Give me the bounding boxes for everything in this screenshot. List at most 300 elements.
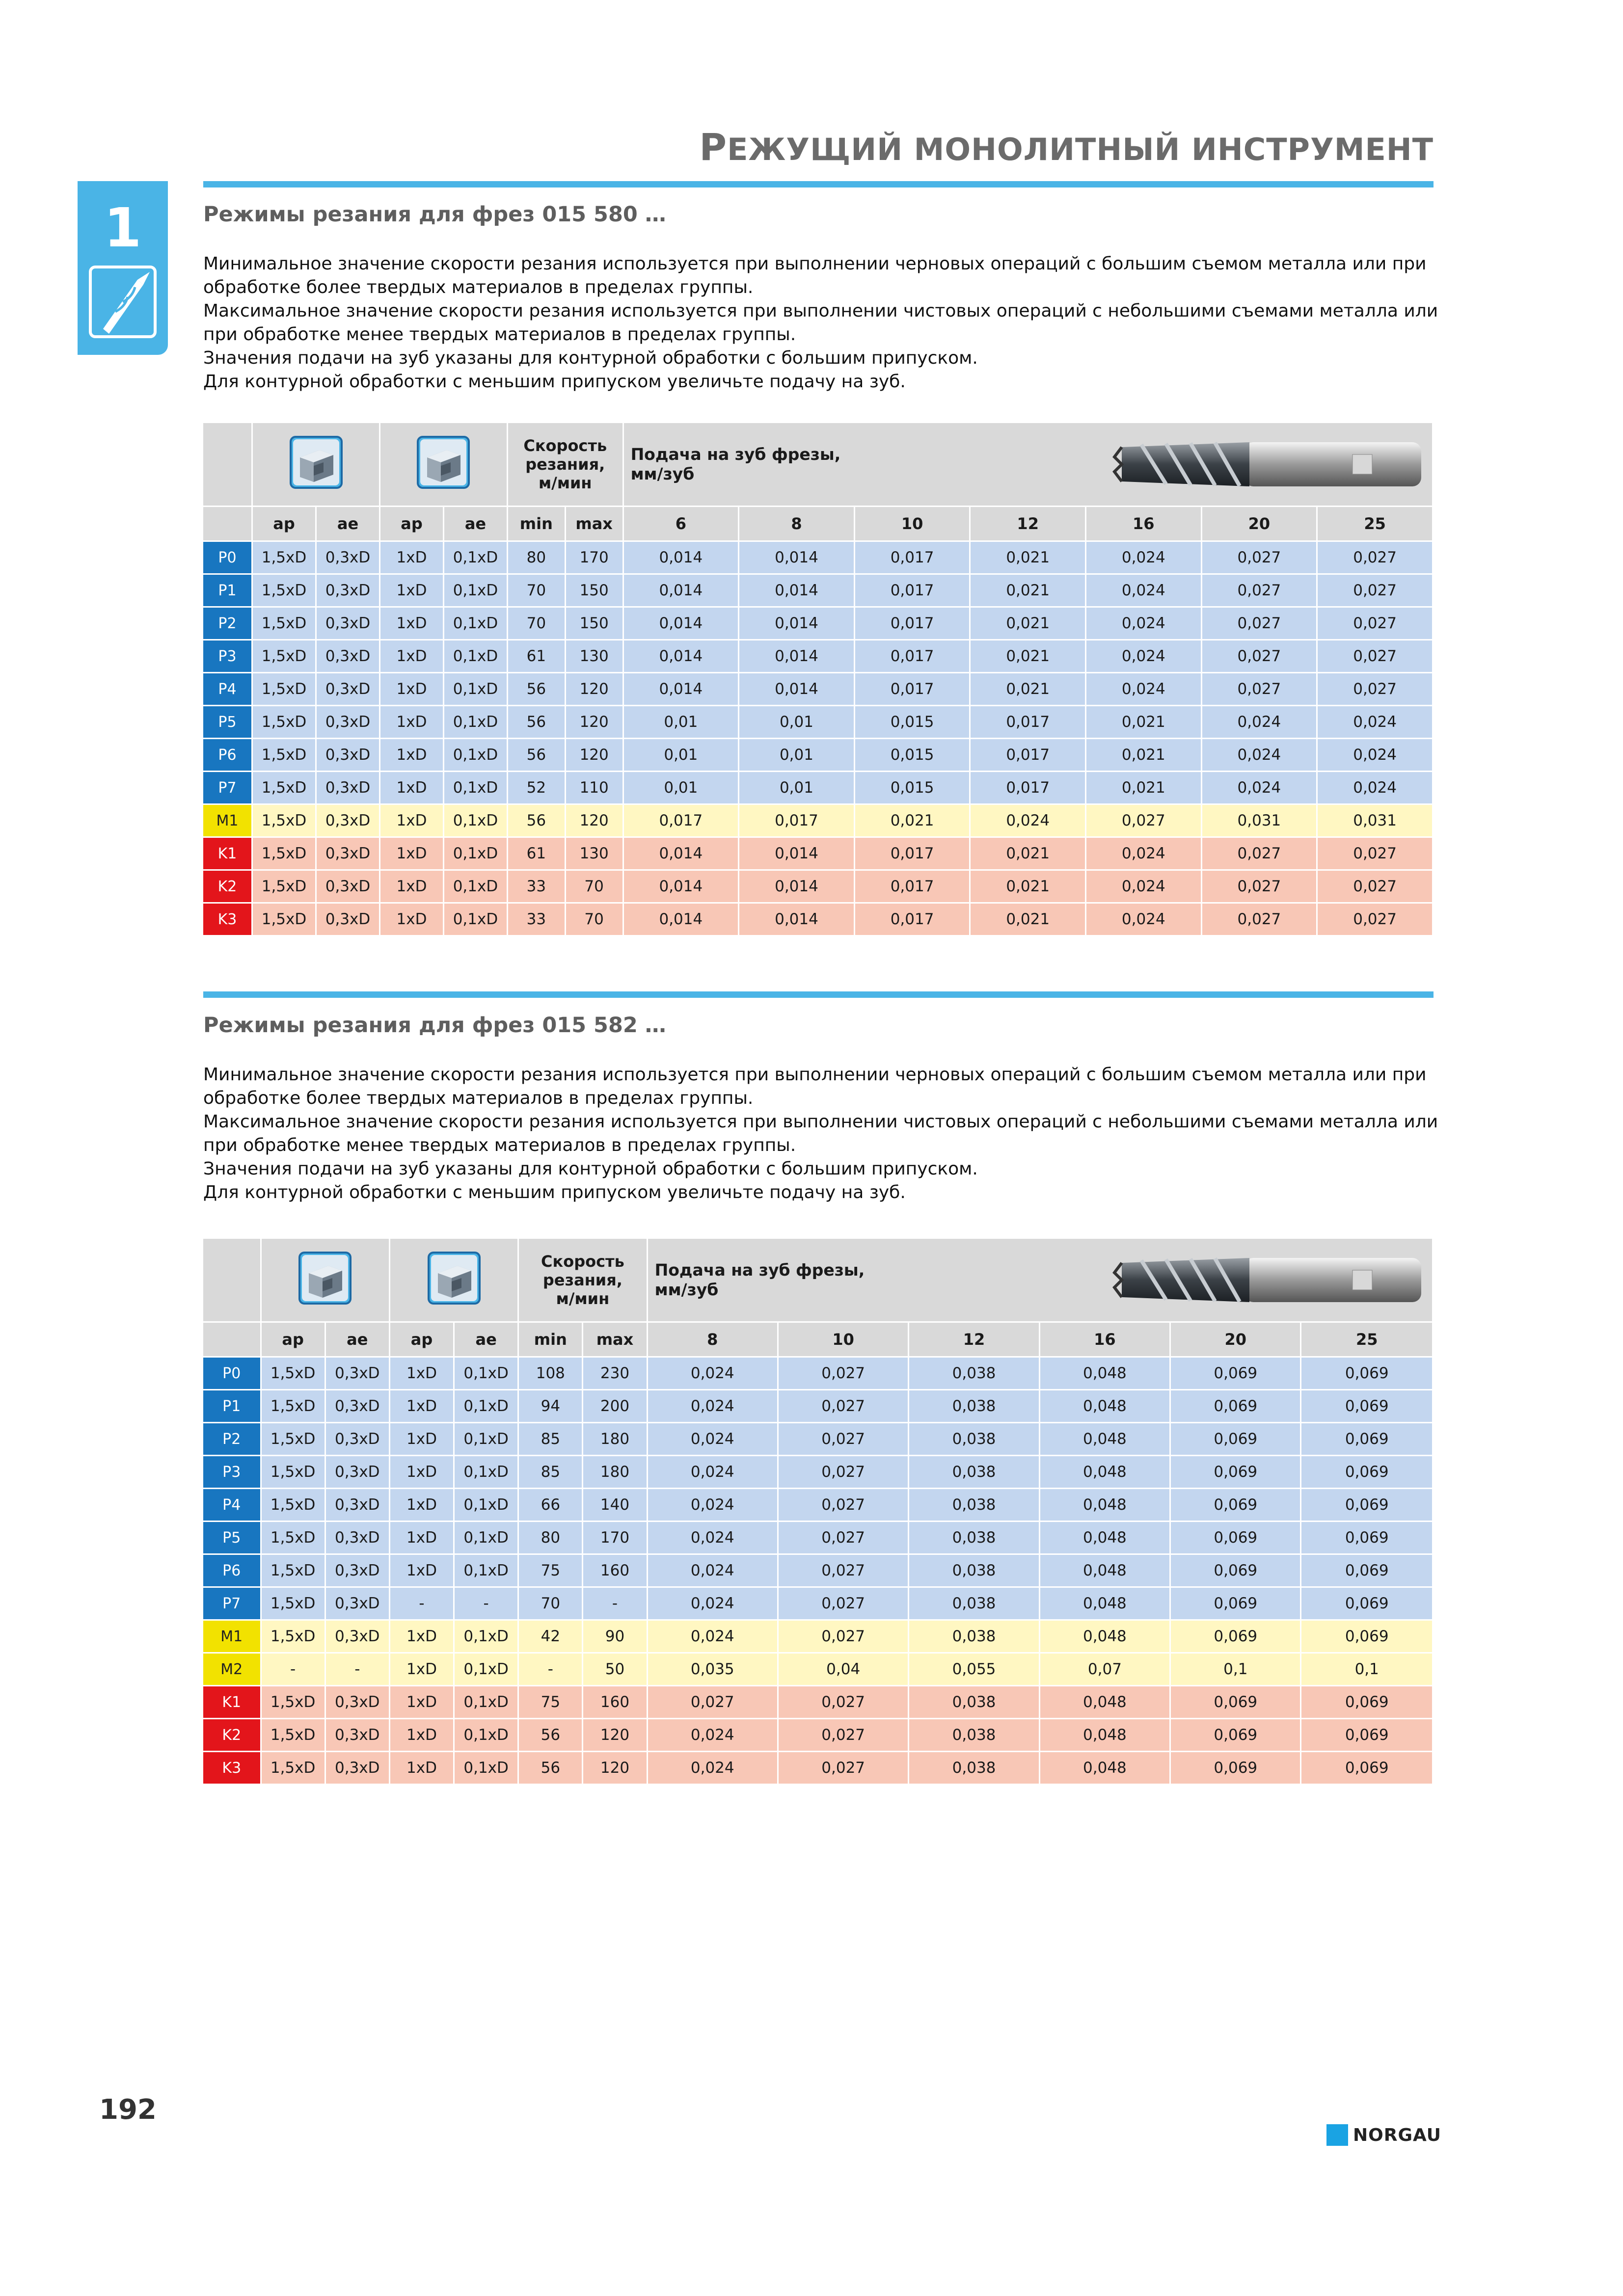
table-cell: 0,069 — [1170, 1357, 1301, 1390]
section-title: Режимы резания для фрез 015 580 … — [203, 202, 666, 227]
material-group-label: P3 — [203, 640, 252, 673]
table-cell: 70 — [507, 574, 565, 607]
material-group-label: P2 — [203, 1423, 261, 1456]
column-header: 8 — [647, 1322, 778, 1357]
table-cell: 0,069 — [1170, 1456, 1301, 1489]
table-cell: 1xD — [379, 574, 443, 607]
table-cell: 1xD — [379, 804, 443, 837]
table-cell: 0,1xD — [443, 739, 507, 772]
header-corner — [203, 1239, 261, 1322]
table-cell: 0,017 — [854, 640, 970, 673]
table-cell: 0,3xD — [316, 706, 380, 739]
speed-header-line: Скорость — [541, 1252, 624, 1271]
column-header: 10 — [854, 507, 970, 541]
table-cell: 0,048 — [1039, 1489, 1170, 1522]
table-cell: 1,5xD — [252, 673, 316, 706]
table-cell: 0,069 — [1301, 1489, 1433, 1522]
material-group-label: M2 — [203, 1653, 261, 1686]
table-cell: 0,1xD — [454, 1719, 518, 1752]
table-cell: 0,1xD — [443, 837, 507, 870]
table-row — [203, 673, 1433, 706]
table-cell: 0,027 — [778, 1489, 908, 1522]
page-number: 192 — [99, 2094, 157, 2126]
table-cell: 0,038 — [909, 1686, 1039, 1719]
column-header: ae — [316, 507, 380, 541]
table-cell: 0,1xD — [443, 673, 507, 706]
table-cell: 0,01 — [739, 706, 855, 739]
table-cell: 1,5xD — [252, 739, 316, 772]
section-rule — [203, 991, 1434, 998]
table-row — [203, 772, 1433, 804]
column-header: ap — [261, 1322, 325, 1357]
column-header: 20 — [1170, 1322, 1301, 1357]
table-cell: 1,5xD — [261, 1620, 325, 1653]
table-cell: 1,5xD — [252, 870, 316, 903]
table-cell: 0,027 — [778, 1554, 908, 1587]
table-cell: 120 — [583, 1752, 647, 1785]
table-cell: 0,024 — [647, 1357, 778, 1390]
table-cell: 0,027 — [778, 1522, 908, 1554]
table-cell: 0,1xD — [454, 1357, 518, 1390]
feed-header — [647, 1239, 1433, 1322]
table-cell: 70 — [518, 1587, 583, 1620]
table-cell: 0,069 — [1301, 1522, 1433, 1554]
table-cell: 0,014 — [739, 837, 855, 870]
material-group-label: P5 — [203, 706, 252, 739]
table-cell: 0,014 — [623, 541, 739, 574]
speed-header-line: резания, — [525, 455, 605, 474]
table-cell: 0,024 — [1086, 870, 1202, 903]
table-cell: 1,5xD — [252, 804, 316, 837]
table-cell: 0,027 — [1201, 607, 1317, 640]
table-cell: 0,048 — [1039, 1357, 1170, 1390]
table-cell: 1xD — [389, 1522, 454, 1554]
chapter-number: 1 — [104, 196, 142, 259]
table-cell: 0,014 — [623, 903, 739, 936]
table-cell: 110 — [565, 772, 623, 804]
table-cell: 0,069 — [1301, 1587, 1433, 1620]
material-group-label: P0 — [203, 541, 252, 574]
table-cell: 0,027 — [778, 1620, 908, 1653]
table-cell: 0,021 — [1086, 706, 1202, 739]
table-cell: 0,048 — [1039, 1620, 1170, 1653]
speed-header-line: Скорость — [523, 436, 607, 455]
table-row — [203, 739, 1433, 772]
feed-header-line: Подача на зуб фрезы, — [654, 1260, 865, 1280]
table-cell: 0,024 — [647, 1390, 778, 1423]
table-cell: 0,017 — [854, 607, 970, 640]
table-cell: 0,027 — [1317, 903, 1433, 936]
table-cell: 0,014 — [623, 607, 739, 640]
table-cell: 0,069 — [1301, 1686, 1433, 1719]
table-cell: 1xD — [379, 541, 443, 574]
table-row — [203, 1390, 1433, 1423]
description-line: Для контурной обработки с меньшим припуском увеличьте подачу на зуб. — [203, 372, 906, 392]
table-row — [203, 706, 1433, 739]
table-cell: 0,069 — [1301, 1456, 1433, 1489]
table-cell: 0,027 — [1201, 640, 1317, 673]
description-line: Минимальное значение скорости резания используется при выполнении черновых операций с большим съемом металла или при — [203, 1065, 1427, 1085]
table-cell: 1,5xD — [261, 1489, 325, 1522]
table-cell: 0,027 — [1201, 903, 1317, 936]
table-cell: 0,017 — [970, 706, 1086, 739]
table-cell: 120 — [565, 804, 623, 837]
table-cell: 0,07 — [1039, 1653, 1170, 1686]
table-cell: 52 — [507, 772, 565, 804]
column-header: ae — [325, 1322, 389, 1357]
table-cell: 0,021 — [970, 541, 1086, 574]
table-cell: 0,3xD — [316, 673, 380, 706]
table-cell: 0,031 — [1317, 804, 1433, 837]
table-cell: 0,1xD — [443, 870, 507, 903]
table-cell: 0,038 — [909, 1390, 1039, 1423]
table-cell: 0,1xD — [443, 541, 507, 574]
table-cell: 0,1xD — [454, 1522, 518, 1554]
table-row — [203, 1489, 1433, 1522]
column-header: ae — [443, 507, 507, 541]
drill-icon — [88, 265, 157, 339]
table-cell: 56 — [507, 804, 565, 837]
table-cell: 1xD — [379, 837, 443, 870]
table-cell: 0,069 — [1301, 1357, 1433, 1390]
material-group-label: P4 — [203, 1489, 261, 1522]
description-line: Минимальное значение скорости резания используется при выполнении черновых операций с большим съемом металла или при — [203, 254, 1427, 274]
table-row — [203, 1686, 1433, 1719]
end-mill-icon — [1112, 427, 1426, 501]
table-cell: 1,5xD — [252, 607, 316, 640]
table-cell: 0,3xD — [325, 1752, 389, 1785]
table-cell: 0,1xD — [454, 1423, 518, 1456]
table-cell: 1xD — [379, 903, 443, 936]
table-cell: 200 — [583, 1390, 647, 1423]
table-cell: 0,024 — [1086, 903, 1202, 936]
table-cell: 0,014 — [739, 640, 855, 673]
cutting-table-015-582 — [203, 1239, 1434, 1785]
description-line: Максимальное значение скорости резания используется при выполнении чистовых операций с небольшими съемами металла или — [203, 301, 1438, 321]
table-cell: 0,024 — [647, 1587, 778, 1620]
table-cell: 120 — [565, 673, 623, 706]
table-cell: 1xD — [389, 1489, 454, 1522]
table-cell: 33 — [507, 903, 565, 936]
table-cell: 0,017 — [854, 903, 970, 936]
finishing-header — [389, 1239, 518, 1322]
table-cell: 0,027 — [1201, 837, 1317, 870]
description-line: Значения подачи на зуб указаны для контурной обработки с большим припуском. — [203, 1159, 978, 1179]
table-cell: 1xD — [389, 1686, 454, 1719]
material-group-label: P7 — [203, 772, 252, 804]
table-cell: 0,014 — [739, 903, 855, 936]
table-cell: 0,027 — [1201, 673, 1317, 706]
table-cell: 1xD — [379, 673, 443, 706]
table-cell: 0,3xD — [316, 607, 380, 640]
column-header: 10 — [778, 1322, 908, 1357]
table-cell: 1,5xD — [252, 772, 316, 804]
description-line: Максимальное значение скорости резания используется при выполнении чистовых операций с небольшими съемами металла или — [203, 1112, 1438, 1132]
table-cell: 0,038 — [909, 1719, 1039, 1752]
table-cell: 0,1 — [1170, 1653, 1301, 1686]
table-cell: 0,3xD — [325, 1522, 389, 1554]
table-cell: 0,027 — [1317, 837, 1433, 870]
table-cell: 1,5xD — [252, 903, 316, 936]
table-cell: 50 — [583, 1653, 647, 1686]
table-cell: 0,038 — [909, 1587, 1039, 1620]
table-cell: 0,069 — [1170, 1686, 1301, 1719]
table-cell: 0,069 — [1301, 1390, 1433, 1423]
table-cell: 0,017 — [854, 673, 970, 706]
table-cell: 1xD — [379, 640, 443, 673]
table-cell: 0,024 — [647, 1620, 778, 1653]
table-cell: 0,069 — [1301, 1719, 1433, 1752]
description-line: обработке более твердых материалов в пределах группы. — [203, 277, 754, 297]
column-header: ap — [389, 1322, 454, 1357]
table-cell: 0,048 — [1039, 1423, 1170, 1456]
material-group-label: P0 — [203, 1357, 261, 1390]
table-row — [203, 1522, 1433, 1554]
table-cell: 0,048 — [1039, 1587, 1170, 1620]
table-cell: 160 — [583, 1554, 647, 1587]
table-cell: 0,069 — [1301, 1752, 1433, 1785]
header-group-cell — [203, 507, 252, 541]
table-cell: 0,3xD — [316, 640, 380, 673]
material-group-label: P6 — [203, 1554, 261, 1587]
table-cell: 66 — [518, 1489, 583, 1522]
table-cell: 0,1xD — [454, 1752, 518, 1785]
table-cell: 0,069 — [1170, 1752, 1301, 1785]
table-cell: 1,5xD — [261, 1587, 325, 1620]
table-cell: 0,015 — [854, 772, 970, 804]
table-cell: 0,027 — [1317, 574, 1433, 607]
table-cell: 0,3xD — [316, 903, 380, 936]
table-cell: 56 — [507, 673, 565, 706]
table-cell: 0,014 — [739, 541, 855, 574]
table-cell: 0,027 — [1086, 804, 1202, 837]
table-row — [203, 903, 1433, 936]
table-cell: 150 — [565, 574, 623, 607]
material-group-label: P1 — [203, 1390, 261, 1423]
feed-header — [623, 423, 1433, 507]
table-cell: 0,024 — [970, 804, 1086, 837]
table-cell: 1xD — [379, 772, 443, 804]
column-header: 25 — [1317, 507, 1433, 541]
table-cell: 0,3xD — [325, 1686, 389, 1719]
table-cell: 0,024 — [647, 1522, 778, 1554]
table-cell: 230 — [583, 1357, 647, 1390]
table-cell: 0,014 — [623, 574, 739, 607]
table-cell: 0,038 — [909, 1423, 1039, 1456]
table-cell: 0,3xD — [316, 772, 380, 804]
table-header-row — [203, 1239, 1433, 1322]
cutting-speed-header — [507, 423, 623, 507]
material-group-label: P4 — [203, 673, 252, 706]
table-cell: 0,048 — [1039, 1522, 1170, 1554]
table-cell: 80 — [518, 1522, 583, 1554]
table-cell: 0,069 — [1170, 1554, 1301, 1587]
table-cell: 0,1xD — [454, 1390, 518, 1423]
table-cell: 0,014 — [623, 640, 739, 673]
table-cell: 0,021 — [970, 607, 1086, 640]
table-cell: 0,014 — [739, 607, 855, 640]
section-description — [203, 252, 1438, 394]
table-cell: 0,017 — [970, 772, 1086, 804]
table-cell: 0,1xD — [443, 574, 507, 607]
table-cell: 0,024 — [1201, 706, 1317, 739]
material-group-label: M1 — [203, 804, 252, 837]
table-cell: 180 — [583, 1456, 647, 1489]
table-row — [203, 1653, 1433, 1686]
table-cell: 0,3xD — [316, 870, 380, 903]
table-cell: 0,027 — [647, 1686, 778, 1719]
table-cell: 120 — [565, 739, 623, 772]
roughing-operation-icon — [298, 1251, 352, 1305]
column-header: 8 — [739, 507, 855, 541]
brand-name: NORGAU — [1353, 2125, 1441, 2145]
table-cell: 0,027 — [778, 1719, 908, 1752]
table-cell: 0,024 — [647, 1554, 778, 1587]
table-cell: 0,027 — [1317, 541, 1433, 574]
table-cell: 0,024 — [1086, 673, 1202, 706]
cutting-speed-header — [518, 1239, 647, 1322]
table-cell: 170 — [583, 1522, 647, 1554]
table-row — [203, 1423, 1433, 1456]
table-cell: 1xD — [389, 1357, 454, 1390]
table-cell: 1xD — [389, 1620, 454, 1653]
table-cell: 0,038 — [909, 1752, 1039, 1785]
table-cell: 70 — [507, 607, 565, 640]
table-cell: 108 — [518, 1357, 583, 1390]
table-cell: 0,021 — [970, 640, 1086, 673]
table-cell: 0,055 — [909, 1653, 1039, 1686]
table-cell: 33 — [507, 870, 565, 903]
table-cell: - — [454, 1587, 518, 1620]
table-row — [203, 1752, 1433, 1785]
table-cell: 1,5xD — [252, 541, 316, 574]
table-cell: 0,027 — [778, 1587, 908, 1620]
roughing-operation-icon — [289, 435, 343, 489]
table-cell: 0,1xD — [454, 1653, 518, 1686]
table-cell: 0,024 — [647, 1423, 778, 1456]
table-cell: 1xD — [389, 1653, 454, 1686]
column-header: min — [507, 507, 565, 541]
table-row — [203, 1719, 1433, 1752]
page-header-title — [699, 125, 1434, 169]
table-cell: 0,01 — [623, 739, 739, 772]
material-group-label: K2 — [203, 1719, 261, 1752]
speed-header-line: м/мин — [556, 1289, 610, 1308]
table-cell: 0,1xD — [454, 1620, 518, 1653]
material-group-label: P3 — [203, 1456, 261, 1489]
description-line: обработке более твердых материалов в пределах группы. — [203, 1088, 754, 1108]
table-row — [203, 837, 1433, 870]
table-cell: 0,1xD — [443, 640, 507, 673]
table-cell: 1xD — [389, 1456, 454, 1489]
description-line: при обработке менее твердых материалов в пределах группы. — [203, 1135, 796, 1155]
table-cell: 94 — [518, 1390, 583, 1423]
table-cell: 0,014 — [739, 673, 855, 706]
table-cell: 0,3xD — [325, 1456, 389, 1489]
column-header: 12 — [970, 507, 1086, 541]
table-cell: 0,3xD — [325, 1719, 389, 1752]
table-cell: 1xD — [389, 1554, 454, 1587]
table-cell: 1,5xD — [261, 1752, 325, 1785]
finishing-operation-icon — [416, 435, 470, 489]
column-header: 16 — [1086, 507, 1202, 541]
table-cell: 0,024 — [1317, 706, 1433, 739]
table-cell: 70 — [565, 903, 623, 936]
table-cell: 130 — [565, 837, 623, 870]
feed-header-line: Подача на зуб фрезы, — [630, 445, 841, 464]
table-cell: 1,5xD — [261, 1719, 325, 1752]
material-group-label: K2 — [203, 870, 252, 903]
table-cell: 0,3xD — [325, 1489, 389, 1522]
header-title-initial: Р — [699, 125, 728, 169]
section-015-582 — [203, 1013, 1438, 1204]
table-cell: 0,021 — [1086, 739, 1202, 772]
table-row — [203, 870, 1433, 903]
table-cell: 1xD — [389, 1423, 454, 1456]
column-header: 12 — [909, 1322, 1039, 1357]
table-cell: 0,024 — [1086, 640, 1202, 673]
finishing-header — [379, 423, 507, 507]
table-cell: 0,069 — [1170, 1522, 1301, 1554]
table-cell: 0,1xD — [454, 1686, 518, 1719]
table-cell: 0,024 — [647, 1489, 778, 1522]
header-title-rest: ЕЖУЩИЙ МОНОЛИТНЫЙ ИНСТРУМЕНТ — [727, 132, 1434, 167]
table-cell: 0,069 — [1301, 1423, 1433, 1456]
table-cell: 0,1xD — [443, 903, 507, 936]
table-cell: 1,5xD — [261, 1554, 325, 1587]
table-cell: 0,031 — [1201, 804, 1317, 837]
header-group-cell — [203, 1322, 261, 1357]
roughing-header — [252, 423, 380, 507]
table-cell: 0,027 — [778, 1423, 908, 1456]
table-cell: 0,024 — [647, 1719, 778, 1752]
material-group-label: K3 — [203, 1752, 261, 1785]
table-cell: 1,5xD — [252, 837, 316, 870]
table-cell: 0,021 — [854, 804, 970, 837]
column-header: max — [583, 1322, 647, 1357]
table-cell: 160 — [583, 1686, 647, 1719]
column-header: ap — [379, 507, 443, 541]
table-cell: 0,1xD — [454, 1456, 518, 1489]
table-cell: 0,024 — [1086, 574, 1202, 607]
table-cell: 75 — [518, 1554, 583, 1587]
table-cell: 170 — [565, 541, 623, 574]
material-group-label: P6 — [203, 739, 252, 772]
table-cell: 0,01 — [623, 706, 739, 739]
table-cell: 0,027 — [778, 1456, 908, 1489]
table-cell: 70 — [565, 870, 623, 903]
table-cell: 0,048 — [1039, 1456, 1170, 1489]
table-cell: 0,015 — [854, 739, 970, 772]
table-cell: 0,017 — [854, 541, 970, 574]
table-cell: 1,5xD — [261, 1522, 325, 1554]
table-cell: 0,017 — [970, 739, 1086, 772]
table-cell: 120 — [565, 706, 623, 739]
table-cell: 0,024 — [1201, 772, 1317, 804]
table-cell: 0,3xD — [325, 1357, 389, 1390]
table-cell: 0,3xD — [325, 1620, 389, 1653]
table-cell: 1xD — [389, 1719, 454, 1752]
header-corner — [203, 423, 252, 507]
table-cell: 0,038 — [909, 1456, 1039, 1489]
table-cell: 0,038 — [909, 1620, 1039, 1653]
table-cell: 0,024 — [1201, 739, 1317, 772]
feed-header-line: мм/зуб — [654, 1280, 719, 1299]
table-cell: 0,027 — [778, 1390, 908, 1423]
table-cell: 0,01 — [623, 772, 739, 804]
column-header: min — [518, 1322, 583, 1357]
table-cell: 56 — [507, 739, 565, 772]
